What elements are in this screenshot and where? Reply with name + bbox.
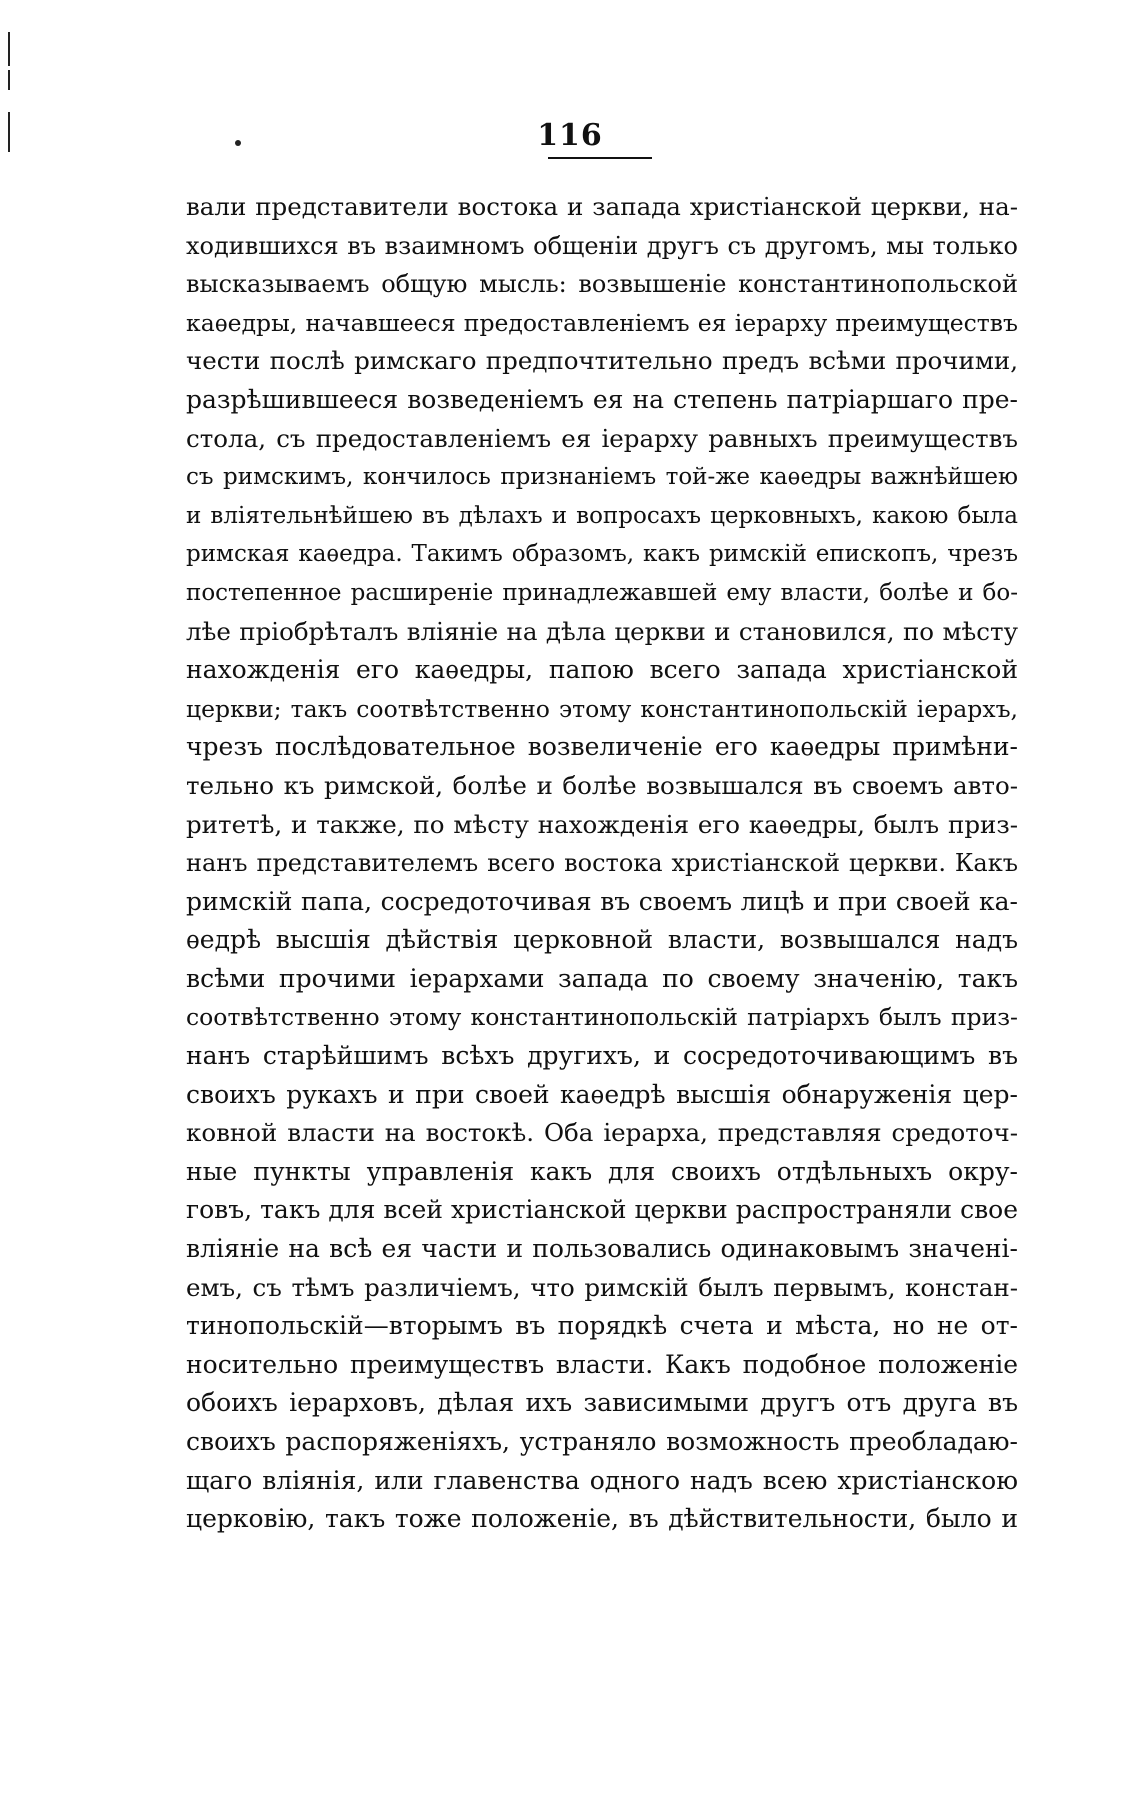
text-line: ѳедрѣ высшія дѣйствія церковной власти, возвышался надъ (186, 925, 1018, 955)
text-line: носительно преимуществъ власти. Какъ подобное положеніе (186, 1349, 1018, 1379)
text-line: вліяніе на всѣ ея части и пользовались одинаковымъ значені- (186, 1234, 1018, 1264)
text-line: тельно къ римской, болѣе и болѣе возвышался въ своемъ авто- (186, 770, 1018, 800)
page-number: 116 (537, 118, 603, 153)
text-line: емъ, съ тѣмъ различіемъ, что римскій былъ первымъ, констан- (186, 1272, 1018, 1302)
text-line: римская каѳедра. Такимъ образомъ, какъ римскій епископъ, чрезъ (186, 541, 1018, 568)
text-line: вали представители востока и запада христіанской церкви, на- (186, 192, 1018, 221)
page-dot-mark (235, 140, 241, 146)
text-line: стола, съ предоставленіемъ ея іерарху равныхъ преимуществъ (186, 423, 1018, 453)
text-line: высказываемъ общую мысль: возвышеніе константинопольской (186, 270, 1018, 299)
text-line: обоихъ іерарховъ, дѣлая ихъ зависимыми другъ отъ друга въ (186, 1388, 1018, 1418)
text-line: лѣе пріобрѣталъ вліяніе на дѣла церкви и становился, по мѣсту (186, 616, 1018, 646)
body-text (186, 188, 1018, 1539)
text-line: щаго вліянія, или главенства одного надъ всею христіанскою (186, 1465, 1018, 1495)
text-line: церковію, такъ тоже положеніе, въ дѣйствительности, было и (186, 1504, 1018, 1534)
text-line: съ римскимъ, кончилось признаніемъ той-же каѳедры важнѣйшею (186, 464, 1018, 491)
text-line: тинопольскій—вторымъ въ порядкѣ счета и мѣста, но не от- (186, 1311, 1018, 1341)
text-line: нахожденія его каѳедры, папою всего запада христіанской (186, 655, 1018, 685)
left-margin-bar-1 (8, 32, 10, 66)
text-line: постепенное расширеніе принадлежавшей ему власти, болѣе и бо- (186, 579, 1018, 606)
text-line: говъ, такъ для всей христіанской церкви распространяли свое (186, 1195, 1018, 1225)
text-line: ходившихся въ взаимномъ общеніи другъ съ другомъ, мы только (186, 231, 1018, 260)
text-line: нанъ старѣйшимъ всѣхъ другихъ, и сосредоточивающимъ въ (186, 1041, 1018, 1071)
text-line: и вліятельнѣйшею въ дѣлахъ и вопросахъ церковныхъ, какою была (186, 502, 1018, 529)
text-line: своихъ распоряженіяхъ, устраняло возможность преобладаю- (186, 1427, 1018, 1456)
left-margin-bar-3 (8, 112, 10, 152)
text-line: каѳедры, начавшееся предоставленіемъ ея іерарху преимуществъ (186, 308, 1018, 337)
text-line: всѣми прочими іерархами запада по своему значенію, такъ (186, 963, 1018, 993)
page-number-rule (548, 157, 652, 159)
text-line: ковной власти на востокѣ. Оба іерарха, представляя средоточ- (186, 1118, 1018, 1148)
text-line: церкви; такъ соотвѣтственно этому константинопольскій іерархъ, (186, 694, 1018, 723)
text-line: соотвѣтственно этому константинопольскій патріархъ былъ приз- (186, 1003, 1018, 1032)
text-line: чрезъ послѣдовательное возвеличеніе его каѳедры примѣни- (186, 732, 1018, 762)
text-line: чести послѣ римскаго предпочтительно предъ всѣми прочими, (186, 346, 1018, 376)
text-line: ритетѣ, и также, по мѣсту нахожденія его каѳедры, былъ приз- (186, 809, 1018, 839)
left-margin-bar-2 (8, 70, 10, 90)
text-line: нанъ представителемъ всего востока христіанской церкви. Какъ (186, 849, 1018, 878)
text-line: своихъ рукахъ и при своей каѳедрѣ высшія обнаруженія цер- (186, 1079, 1018, 1109)
text-line: римскій папа, сосредоточивая въ своемъ лицѣ и при своей ка- (186, 886, 1018, 916)
text-line: разрѣшившееся возведеніемъ ея на степень патріаршаго пре- (186, 384, 1018, 414)
text-line: ные пункты управленія какъ для своихъ отдѣльныхъ окру- (186, 1156, 1018, 1186)
